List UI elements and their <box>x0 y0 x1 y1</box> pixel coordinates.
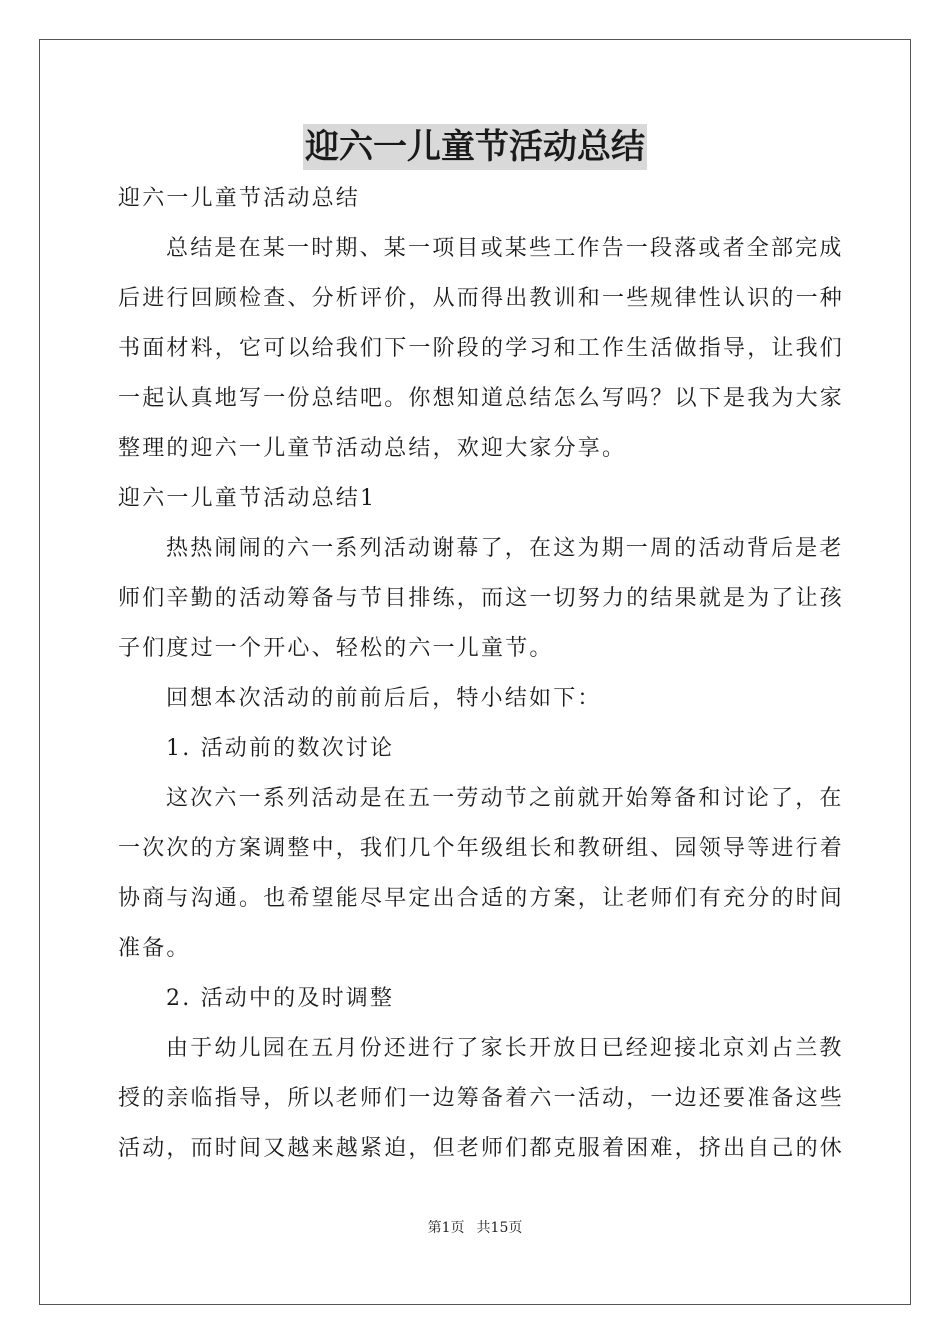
page-number-current: 第1页 <box>427 1220 465 1236</box>
page-footer <box>0 1218 950 1238</box>
title-area <box>0 124 950 170</box>
paragraph-line: 后进行回顾检查、分析评价，从而得出教训和一些规律性认识的一种 <box>118 286 845 311</box>
page-number-total: 共15页 <box>476 1220 523 1236</box>
paragraph-line: 协商与沟通。也希望能尽早定出合适的方案，让老师们有充分的时间 <box>118 886 845 911</box>
subtitle-line: 迎六一儿童节活动总结 <box>118 186 361 211</box>
paragraph-line: 由于幼儿园在五月份还进行了家长开放日已经迎接北京刘占兰教 <box>166 1036 844 1061</box>
paragraph-line: 活动，而时间又越来越紧迫，但老师们都克服着困难，挤出自己的休 <box>118 1136 845 1161</box>
paragraph-line: 师们辛勤的活动筹备与节目排练，而这一切努力的结果就是为了让孩 <box>118 586 845 611</box>
paragraph-line: 书面材料，它可以给我们下一阶段的学习和工作生活做指导，让我们 <box>118 336 845 361</box>
paragraph-line: 准备。 <box>118 936 191 961</box>
paragraph-line: 这次六一系列活动是在五一劳动节之前就开始筹备和讨论了，在 <box>166 786 844 811</box>
section-heading: 迎六一儿童节活动总结1 <box>118 486 377 511</box>
document-title: 迎六一儿童节活动总结 <box>303 124 647 170</box>
paragraph-line: 回想本次活动的前前后后，特小结如下： <box>166 686 602 711</box>
document-body <box>118 174 845 1174</box>
paragraph-line: 授的亲临指导，所以老师们一边筹备着六一活动，一边还要准备这些 <box>118 1086 845 1111</box>
paragraph-line: 总结是在某一时期、某一项目或某些工作告一段落或者全部完成 <box>166 236 844 261</box>
paragraph-line: 整理的迎六一儿童节活动总结，欢迎大家分享。 <box>118 436 627 461</box>
list-item-heading: 2. 活动中的及时调整 <box>166 986 395 1011</box>
paragraph-line: 一次次的方案调整中，我们几个年级组长和教研组、园领导等进行着 <box>118 836 845 861</box>
paragraph-line: 一起认真地写一份总结吧。你想知道总结怎么写吗？以下是我为大家 <box>118 386 845 411</box>
paragraph-line: 子们度过一个开心、轻松的六一儿童节。 <box>118 636 554 661</box>
list-item-heading: 1. 活动前的数次讨论 <box>166 736 395 761</box>
paragraph-line: 热热闹闹的六一系列活动谢幕了，在这为期一周的活动背后是老 <box>166 536 844 561</box>
